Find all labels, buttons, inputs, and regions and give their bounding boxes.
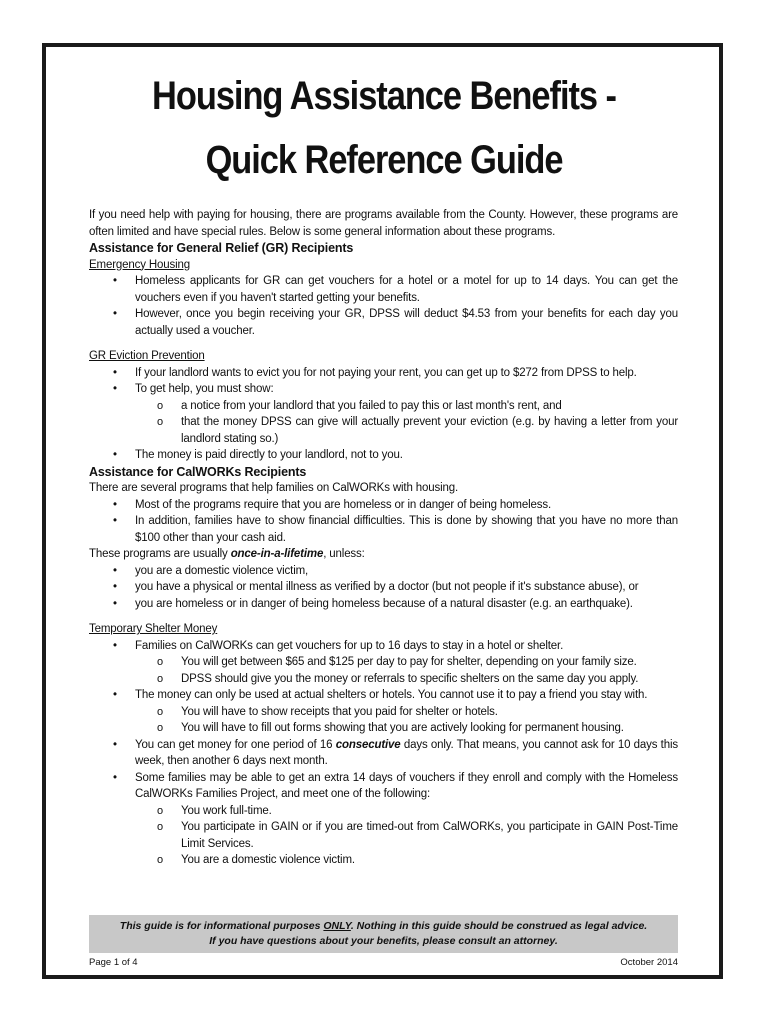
sub-list-item: o You are a domestic violence victim. xyxy=(89,852,678,869)
list-item: • However, once you begin receiving your GR, DPSS will deduct $4.53 from your benefits for each day you actually used a voucher. xyxy=(113,308,678,337)
list-item: • The money is paid directly to your landlord, not to you. xyxy=(89,447,678,464)
circle-marker-icon: o xyxy=(157,722,163,734)
list-item: • you have a physical or mental illness as verified by a doctor (but not people if it's substance abuse), or xyxy=(89,579,678,596)
circle-marker-icon: o xyxy=(157,656,163,668)
circle-marker-icon: o xyxy=(157,672,163,685)
list-item: • Families on CalWORKs can get vouchers for up to 16 days to stay in a hotel or shelter. xyxy=(89,638,678,655)
list-item: • The money can only be used at actual shelters or hotels. You cannot use it to pay a friend you stay with. xyxy=(89,687,678,704)
list-item: • Homeless applicants for GR can get vouchers for a hotel or a motel for up to 14 days. You can get the vouchers even if you haven't started getting your benefits. xyxy=(113,275,678,304)
page-title-line-1: Housing Assistance Benefits - xyxy=(152,74,616,118)
bullet-icon: • xyxy=(113,383,117,395)
circle-marker-icon: o xyxy=(157,821,163,833)
calworks-intro: There are several programs that help families on CalWORKs with housing. xyxy=(89,482,459,494)
sub-list-item: o You will get between $65 and $125 per day to pay for shelter, depending on your family size. xyxy=(89,654,678,671)
list-item: • You can get money for one period of 16 consecutive days only. That means, you cannot ask for 10 days this week, then another 6 days next month. xyxy=(113,738,678,767)
bullet-icon: • xyxy=(113,564,117,577)
list-item: • To get help, you must show: xyxy=(89,381,678,398)
sub-list-item: o You work full-time. xyxy=(89,803,678,820)
bullet-icon: • xyxy=(113,597,117,610)
list-item: • In addition, families have to show financial difficulties. This is done by showing that you have no more than $100 other than your cash aid. xyxy=(113,515,678,544)
bullet-icon: • xyxy=(113,689,117,701)
circle-marker-icon: o xyxy=(157,416,163,428)
list-item: • you are a domestic violence victim, xyxy=(89,563,678,580)
circle-marker-icon: o xyxy=(157,399,163,412)
document-body xyxy=(89,207,678,869)
bullet-icon: • xyxy=(113,738,117,751)
intro-paragraph: If you need help with paying for housing, there are programs available from the County. However, these programs are often limited and have special rules. Below is some general information about these programs. xyxy=(89,209,678,238)
page-title-line-2: Quick Reference Guide xyxy=(205,138,563,182)
bullet-icon: • xyxy=(113,366,117,379)
emergency-housing-heading: Emergency Housing xyxy=(89,258,191,271)
circle-marker-icon: o xyxy=(157,804,163,817)
sub-list-item: o DPSS should give you the money or referrals to specific shelters on the same day you apply. xyxy=(89,671,678,688)
bullet-icon: • xyxy=(113,639,117,652)
sub-list-item: o You will have to fill out forms showing that you are actively looking for permanent housing. xyxy=(89,720,678,737)
temporary-shelter-heading: Temporary Shelter Money xyxy=(89,623,218,635)
gr-heading: Assistance for General Relief (GR) Recipients xyxy=(89,241,354,255)
circle-marker-icon: o xyxy=(157,854,163,866)
sub-list-item: o You participate in GAIN or if you are timed-out from CalWORKs, you participate in GAIN Post-Time Limit Services. xyxy=(157,821,678,850)
page-number: Page 1 of 4 xyxy=(89,957,138,968)
bullet-icon: • xyxy=(113,771,117,784)
bullet-icon: • xyxy=(113,449,117,461)
disclaimer-line-2: If you have questions about your benefits, please consult an attorney. xyxy=(209,935,558,947)
gr-eviction-heading: GR Eviction Prevention xyxy=(89,350,205,362)
list-item: • Some families may be able to get an extra 14 days of vouchers if they enroll and comply with the Homeless CalWORKs Families Project, and meet one of the following: xyxy=(113,771,678,800)
list-item: • Most of the programs require that you are homeless or in danger of being homeless. xyxy=(89,497,678,514)
document-date: October 2014 xyxy=(620,957,678,968)
sub-list-item: o that the money DPSS can give will actually prevent your eviction (e.g. by having a letter from your landlord stating so.) xyxy=(157,416,678,445)
bullet-icon: • xyxy=(113,275,117,287)
bullet-icon: • xyxy=(113,515,117,527)
sub-list-item: o a notice from your landlord that you failed to pay this or last month's rent, and xyxy=(89,398,678,415)
sub-list-item: o You will have to show receipts that you paid for shelter or hotels. xyxy=(89,704,678,721)
calworks-heading: Assistance for CalWORKs Recipients xyxy=(89,464,307,479)
bullet-icon: • xyxy=(113,581,117,593)
circle-marker-icon: o xyxy=(157,705,163,718)
disclaimer-box xyxy=(89,915,678,953)
bullet-icon: • xyxy=(113,308,117,320)
bullet-icon: • xyxy=(113,498,117,511)
once-in-lifetime-line: These programs are usually once-in-a-lifetime, unless: xyxy=(89,548,365,560)
list-item: • If your landlord wants to evict you for not paying your rent, you can get up to $272 from DPSS to help. xyxy=(89,365,678,382)
disclaimer-line-1: This guide is for informational purposes ONLY. Nothing in this guide should be construed as legal advice. xyxy=(119,920,648,932)
list-item: • you are homeless or in danger of being homeless because of a natural disaster (e.g. an earthquake). xyxy=(89,596,678,613)
